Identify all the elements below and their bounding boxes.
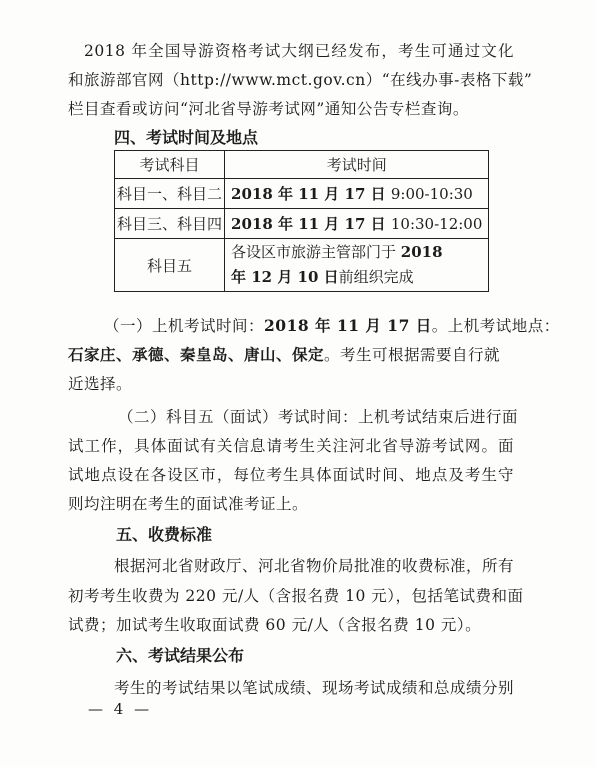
para-line: （一）上机考试时间：2018 年 11 月 17 日。上机考试地点： bbox=[104, 316, 560, 335]
para-line: 试地点设在各设区市，每位考生具体面试时间、地点及考生守 bbox=[68, 466, 514, 484]
para-line: （二）科目五（面试）考试时间：上机考试结束后进行面 bbox=[118, 408, 519, 426]
section-heading: 五、收费标准 bbox=[116, 525, 213, 544]
section-heading: 六、考试结果公布 bbox=[116, 646, 245, 665]
para-line: 试工作，具体面试有关信息请考生关注河北省导游考试网。面 bbox=[68, 437, 514, 455]
section-heading: 四、考试时间及地点 bbox=[114, 128, 259, 147]
para-line: 考生的考试结果以笔试成绩、现场考试成绩和总成绩分别 bbox=[114, 679, 515, 697]
para-line: 2018 年全国导游资格考试大纲已经发布，考生可通过文化 bbox=[84, 42, 514, 60]
para-line: 则均注明在考生的面试准考证上。 bbox=[68, 495, 309, 513]
para-line: 和旅游部官网（http://www.mct.gov.cn）“在线办事-表格下载” bbox=[68, 71, 533, 89]
para-line: 根据河北省财政厅、河北省物价局批准的收费标准，所有 bbox=[114, 557, 515, 575]
table-row bbox=[115, 209, 489, 239]
para-line: 近选择。 bbox=[68, 375, 133, 393]
table-header-cell: 考试科目 bbox=[115, 151, 225, 179]
para-line: 试费；加试考生收取面试费 60 元/人（含报名费 10 元）。 bbox=[68, 616, 482, 634]
table-header-row bbox=[115, 151, 489, 179]
table-row bbox=[115, 179, 489, 209]
para-line: 栏目查看或访问“河北省导游考试网”通知公告专栏查询。 bbox=[68, 100, 469, 118]
table-row bbox=[115, 239, 489, 292]
table-cell-subject: 科目三、科目四 bbox=[115, 209, 225, 239]
table-cell-subject: 科目一、科目二 bbox=[115, 179, 225, 209]
table-header-cell: 考试时间 bbox=[225, 151, 489, 179]
para-line: 石家庄、承德、秦皇岛、唐山、保定。考生可根据需要自行就 bbox=[68, 345, 501, 364]
table-cell-subject: 科目五 bbox=[115, 239, 225, 292]
page-number: — 4 — bbox=[88, 700, 153, 718]
schedule-table bbox=[114, 150, 489, 292]
table-cell-time: 各设区市旅游主管部门于 2018 年 12 月 10 日前组织完成 bbox=[225, 239, 489, 292]
para-line: 初考考生收费为 220 元/人（含报名费 10 元），包括笔试费和面 bbox=[68, 587, 524, 605]
table-cell-time: 2018 年 11 月 17 日 9:00-10:30 bbox=[225, 179, 489, 209]
table-cell-time: 2018 年 11 月 17 日 10:30-12:00 bbox=[225, 209, 489, 239]
